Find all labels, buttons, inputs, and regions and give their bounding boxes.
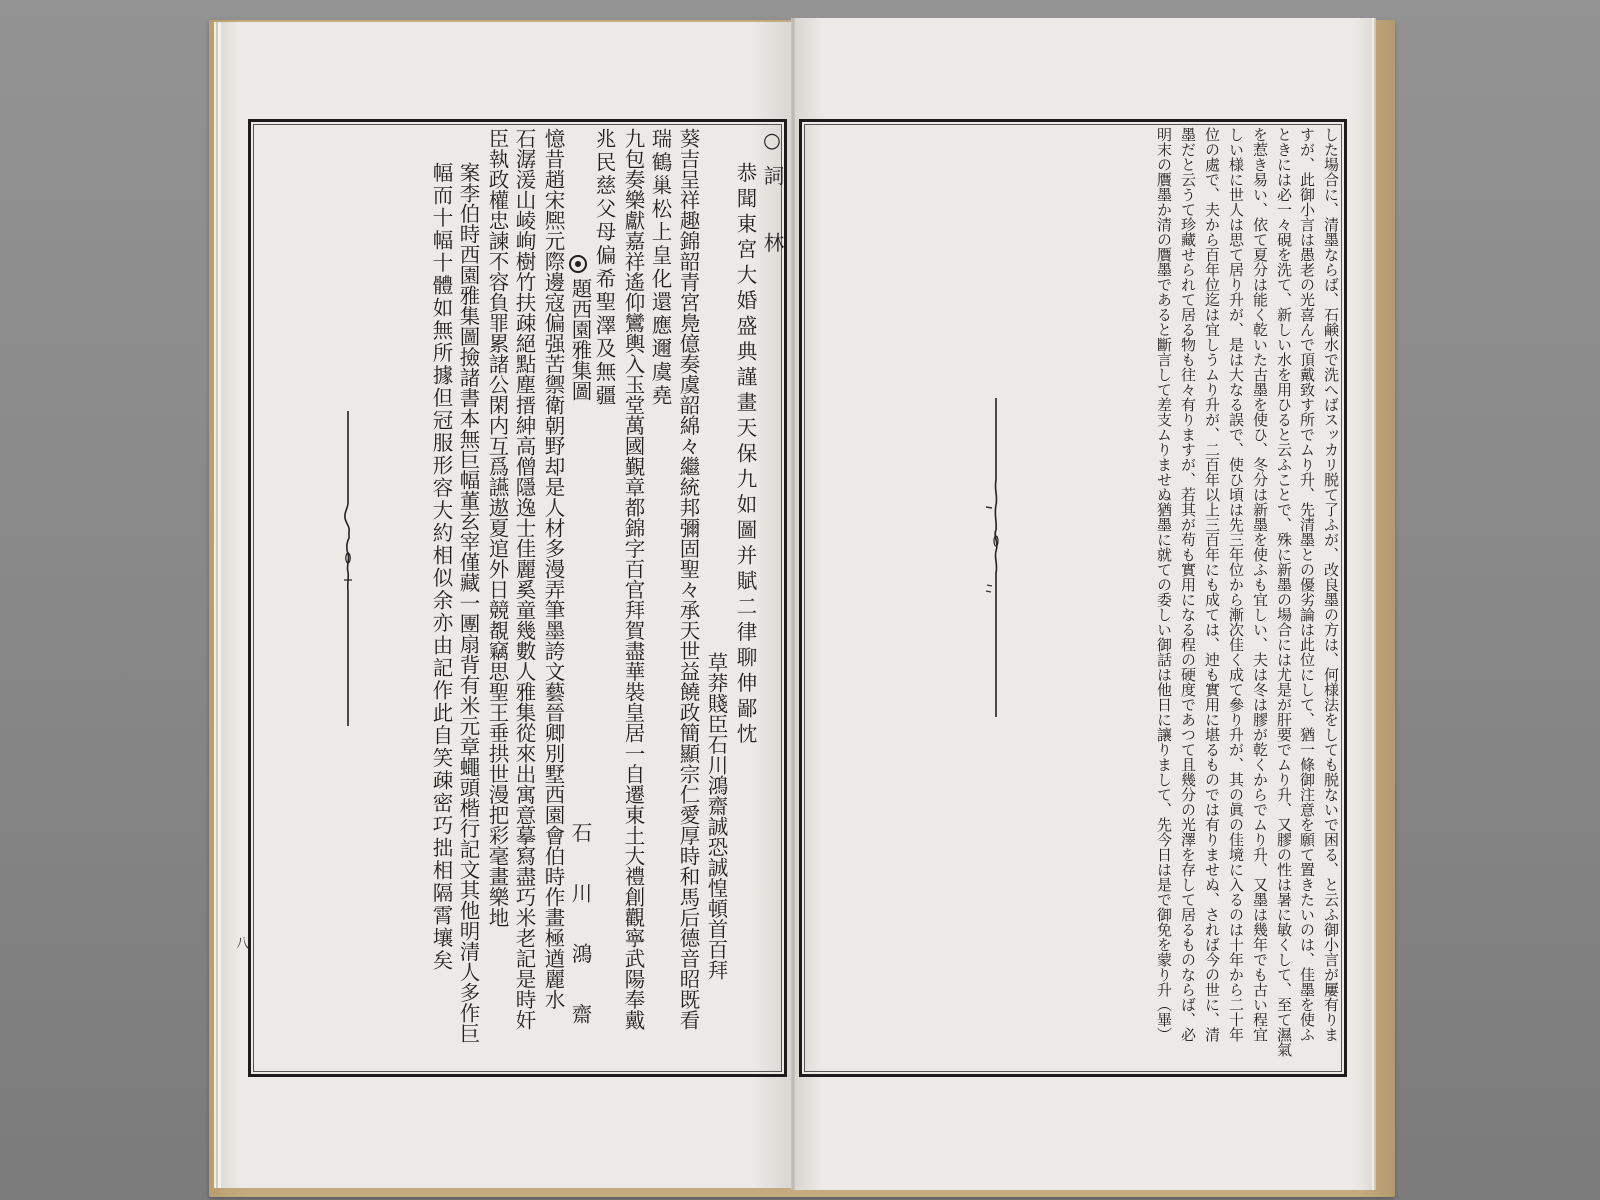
poem-title: 恭聞東宮大婚盛典謹畫天保九如圖并賦二律聊伸鄙忱 <box>733 162 757 749</box>
right-text-column: しい様に世人は思て居り升が、是は大なる誤で、使ひ頃は先三年位から漸次佳く成て參り升が、其の眞の佳境に入るのは十年から二十年 <box>1227 127 1245 1042</box>
right-text-column: を惹き易い、依て夏分は能く乾いた古墨を使ひ、冬分は新墨を使ふも宜しい、夫は冬は膠が乾くからでムり升、又墨は幾年でも古い程宜 <box>1251 127 1269 1042</box>
book-gutter <box>791 18 795 1190</box>
poem-line: 憶昔趙宋熈元際邊寇偏强苦禦衛朝野却是人材多漫弄筆墨誇文藝晉卿別墅西園會伯時作畫極遒麗水 <box>541 128 565 1010</box>
section-mark-icon <box>569 255 587 273</box>
poem-line: 兆民慈父母偏希聖澤及無疆 <box>592 128 616 408</box>
right-text-column: 墨だと云うて珍藏せられて居る物も往々有りますが、若其が苟も實用になる程の硬度であつて且幾分の光澤を存して居るものならば、必 <box>1179 127 1197 1042</box>
poem-note: 幅而十幅十體如無所據但冠服形容大約相似余亦由記作此自笑疎密巧拙相隔霄壤矣 <box>429 162 453 972</box>
poem-title: 題西園雅集圖 <box>568 278 592 401</box>
section-heading: ○詞 林 <box>760 128 784 266</box>
poem-line: 九包奏樂獻嘉祥遙仰鸞輿入玉堂萬國覲章都錦字百官拜賀盡華裝皇居一自遷東土大禮創觀寧武陽奉戴 <box>621 128 645 1030</box>
center-ornament-right <box>983 395 1009 720</box>
right-text-column: した場合に、清墨ならば、石鹸水で洗へばスッカリ脱て了ふが、改良墨の方は、何様法をしても脱ないで困る、と云ふ御小言が屢有りま <box>1322 127 1340 1042</box>
right-text-column: 位の處で、夫から百年位迄は宜しうムり升が、二百年以上三百年にも成ては、迚も實用に堪るものでは有りませぬ、されば今の世に、清 <box>1203 127 1221 1042</box>
right-text-column: すが、此御小言は愚老の光喜んで頂戴致す所でムり升、先清墨との優劣論は此位にして、猶一條御注意を願て置きたいのは、佳墨を使ふ <box>1298 127 1316 1042</box>
page-number: 八 <box>233 936 248 949</box>
poem-line: 臣執政權忠諫不容負罪累諸公閑内互爲讌遨夏逭外日競覩竊思聖王垂拱世漫把彩毫畫樂地 <box>485 128 509 928</box>
poem-author-line: 草莽賤臣石川鴻齋誠恐誠惶頓首百拜 <box>704 652 728 980</box>
center-ornament-left <box>335 408 361 730</box>
poem-line: 瑞鶴巢松上皇化還應邇虞堯 <box>648 128 672 408</box>
poem-line: 石潺湲山崚峋樹竹扶疎絕點塵搢紳高僧隱逸士佳麗奚童幾數人雅集從來出寓意摹寫盡巧米老記是時奸 <box>512 128 536 1030</box>
right-text-column: 明末の贋墨か清の贋墨であると斷言して差支ムりませぬ猶墨に就ての委しい御話は他日に讓りまして、先今日は是で御免を蒙り升（畢） <box>1155 127 1173 1042</box>
right-text-column: ときには必一々硯を洗て、新しい水を用ひると云ふことで、殊に新墨の場合には尤是が肝要でムり升、又膠の性は暑に敏くして、至て濕氣 <box>1275 127 1293 1057</box>
poem-line: 葵吉呈祥趣錦韶青宮鳧億奏虞韶綿々繼統邦彌固聖々承天世益饒政簡顯宗仁愛厚時和馬后德音昭既看 <box>676 128 700 1030</box>
poem-note: 案李伯時西園雅集圖撿諸書本無巨幅董玄宰僅藏一團扇背有米元章蠅頭楷行記文其他明清人多作巨 <box>456 162 480 1044</box>
poem-author: 石川鴻齋 <box>568 822 592 1064</box>
